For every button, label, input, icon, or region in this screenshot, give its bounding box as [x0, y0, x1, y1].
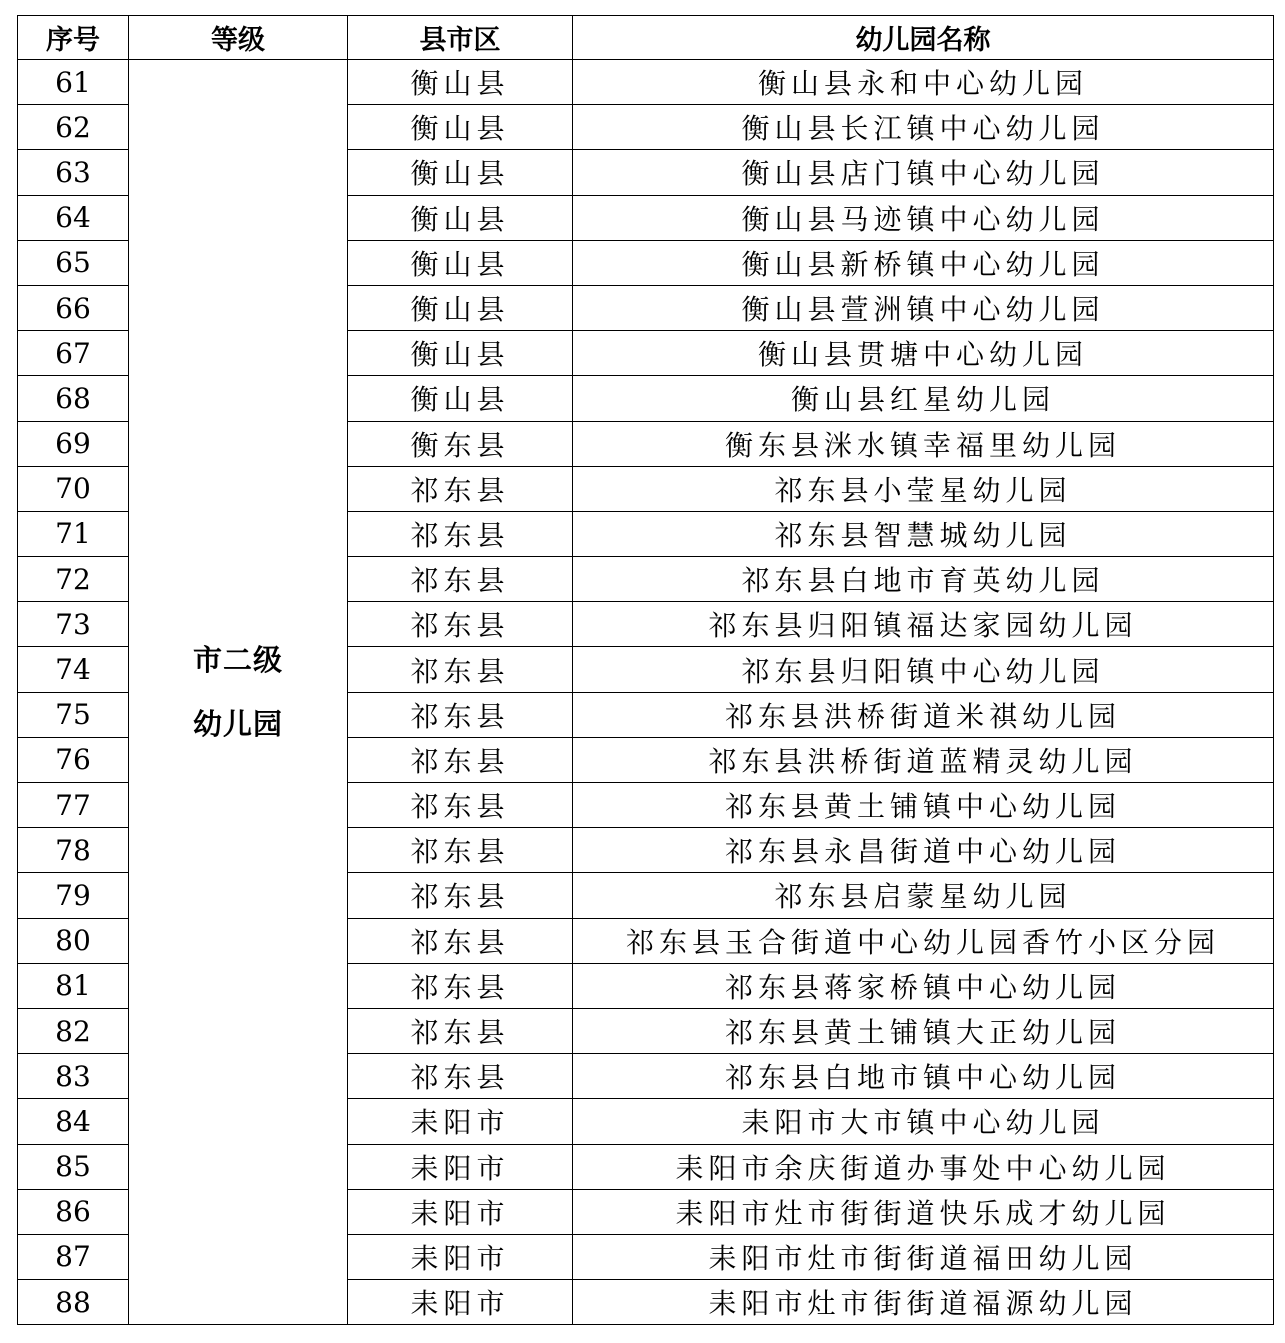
row-county: 祁东县 — [348, 963, 573, 1008]
row-kindergarten-name: 衡山县萱洲镇中心幼儿园 — [573, 285, 1274, 330]
header-grade: 等级 — [129, 16, 348, 60]
row-kindergarten-name: 祁东县白地市镇中心幼儿园 — [573, 1054, 1274, 1099]
header-row — [18, 16, 1274, 60]
row-kindergarten-name: 祁东县智慧城幼儿园 — [573, 511, 1274, 556]
row-index: 75 — [18, 692, 129, 737]
row-index: 68 — [18, 376, 129, 421]
row-kindergarten-name: 祁东县玉合街道中心幼儿园香竹小区分园 — [573, 918, 1274, 963]
row-county: 祁东县 — [348, 602, 573, 647]
row-kindergarten-name: 衡山县红星幼儿园 — [573, 376, 1274, 421]
header-index: 序号 — [18, 16, 129, 60]
row-index: 64 — [18, 195, 129, 240]
row-index: 71 — [18, 511, 129, 556]
row-kindergarten-name: 祁东县启蒙星幼儿园 — [573, 873, 1274, 918]
row-county: 衡山县 — [348, 331, 573, 376]
row-county: 耒阳市 — [348, 1280, 573, 1325]
row-county: 衡山县 — [348, 105, 573, 150]
row-kindergarten-name: 衡东县洣水镇幸福里幼儿园 — [573, 421, 1274, 466]
table-body — [18, 60, 1274, 1325]
row-county: 祁东县 — [348, 873, 573, 918]
row-index: 63 — [18, 150, 129, 195]
row-index: 66 — [18, 285, 129, 330]
row-index: 69 — [18, 421, 129, 466]
row-index: 82 — [18, 1008, 129, 1053]
row-county: 衡山县 — [348, 195, 573, 240]
row-county: 衡山县 — [348, 240, 573, 285]
row-county: 祁东县 — [348, 511, 573, 556]
row-county: 祁东县 — [348, 918, 573, 963]
row-kindergarten-name: 耒阳市灶市街街道福源幼儿园 — [573, 1280, 1274, 1325]
row-kindergarten-name: 衡山县永和中心幼儿园 — [573, 60, 1274, 105]
row-kindergarten-name: 祁东县归阳镇中心幼儿园 — [573, 647, 1274, 692]
row-county: 衡山县 — [348, 285, 573, 330]
row-index: 81 — [18, 963, 129, 1008]
row-kindergarten-name: 祁东县归阳镇福达家园幼儿园 — [573, 602, 1274, 647]
header-county: 县市区 — [348, 16, 573, 60]
row-index: 79 — [18, 873, 129, 918]
row-county: 衡山县 — [348, 150, 573, 195]
row-index: 78 — [18, 828, 129, 873]
row-index: 87 — [18, 1234, 129, 1279]
row-index: 74 — [18, 647, 129, 692]
row-index: 70 — [18, 466, 129, 511]
row-county: 衡东县 — [348, 421, 573, 466]
row-county: 祁东县 — [348, 557, 573, 602]
row-county: 祁东县 — [348, 466, 573, 511]
row-county: 衡山县 — [348, 60, 573, 105]
row-county: 祁东县 — [348, 828, 573, 873]
row-index: 80 — [18, 918, 129, 963]
row-index: 85 — [18, 1144, 129, 1189]
row-kindergarten-name: 耒阳市灶市街街道福田幼儿园 — [573, 1234, 1274, 1279]
row-county: 衡山县 — [348, 376, 573, 421]
row-kindergarten-name: 耒阳市余庆街道办事处中心幼儿园 — [573, 1144, 1274, 1189]
row-kindergarten-name: 耒阳市大市镇中心幼儿园 — [573, 1099, 1274, 1144]
header-name: 幼儿园名称 — [573, 16, 1274, 60]
row-index: 62 — [18, 105, 129, 150]
row-county: 耒阳市 — [348, 1144, 573, 1189]
row-index: 83 — [18, 1054, 129, 1099]
row-kindergarten-name: 祁东县蒋家桥镇中心幼儿园 — [573, 963, 1274, 1008]
row-kindergarten-name: 祁东县黄土铺镇大正幼儿园 — [573, 1008, 1274, 1053]
row-kindergarten-name: 祁东县永昌街道中心幼儿园 — [573, 828, 1274, 873]
grade-label-line2: 幼儿园 — [192, 707, 283, 742]
row-county: 耒阳市 — [348, 1189, 573, 1234]
row-kindergarten-name: 衡山县贯塘中心幼儿园 — [573, 331, 1274, 376]
row-kindergarten-name: 衡山县长江镇中心幼儿园 — [573, 105, 1274, 150]
row-county: 耒阳市 — [348, 1234, 573, 1279]
row-county: 祁东县 — [348, 692, 573, 737]
table-row — [18, 60, 1274, 105]
row-index: 88 — [18, 1280, 129, 1325]
grade-label-line1: 市二级 — [192, 643, 283, 678]
row-kindergarten-name: 祁东县洪桥街道蓝精灵幼儿园 — [573, 737, 1274, 782]
row-county: 祁东县 — [348, 647, 573, 692]
row-index: 65 — [18, 240, 129, 285]
row-kindergarten-name: 祁东县小莹星幼儿园 — [573, 466, 1274, 511]
row-county: 祁东县 — [348, 783, 573, 828]
row-index: 73 — [18, 602, 129, 647]
row-kindergarten-name: 衡山县马迹镇中心幼儿园 — [573, 195, 1274, 240]
grade-cell — [129, 60, 348, 1325]
row-county: 耒阳市 — [348, 1099, 573, 1144]
row-kindergarten-name: 衡山县新桥镇中心幼儿园 — [573, 240, 1274, 285]
row-kindergarten-name: 祁东县白地市育英幼儿园 — [573, 557, 1274, 602]
row-index: 72 — [18, 557, 129, 602]
row-index: 86 — [18, 1189, 129, 1234]
row-kindergarten-name: 耒阳市灶市街街道快乐成才幼儿园 — [573, 1189, 1274, 1234]
row-county: 祁东县 — [348, 737, 573, 782]
row-county: 祁东县 — [348, 1008, 573, 1053]
row-kindergarten-name: 祁东县洪桥街道米祺幼儿园 — [573, 692, 1274, 737]
row-kindergarten-name: 祁东县黄土铺镇中心幼儿园 — [573, 783, 1274, 828]
row-kindergarten-name: 衡山县店门镇中心幼儿园 — [573, 150, 1274, 195]
row-county: 祁东县 — [348, 1054, 573, 1099]
row-index: 84 — [18, 1099, 129, 1144]
row-index: 77 — [18, 783, 129, 828]
row-index: 67 — [18, 331, 129, 376]
row-index: 61 — [18, 60, 129, 105]
row-index: 76 — [18, 737, 129, 782]
kindergarten-table — [17, 15, 1274, 1325]
